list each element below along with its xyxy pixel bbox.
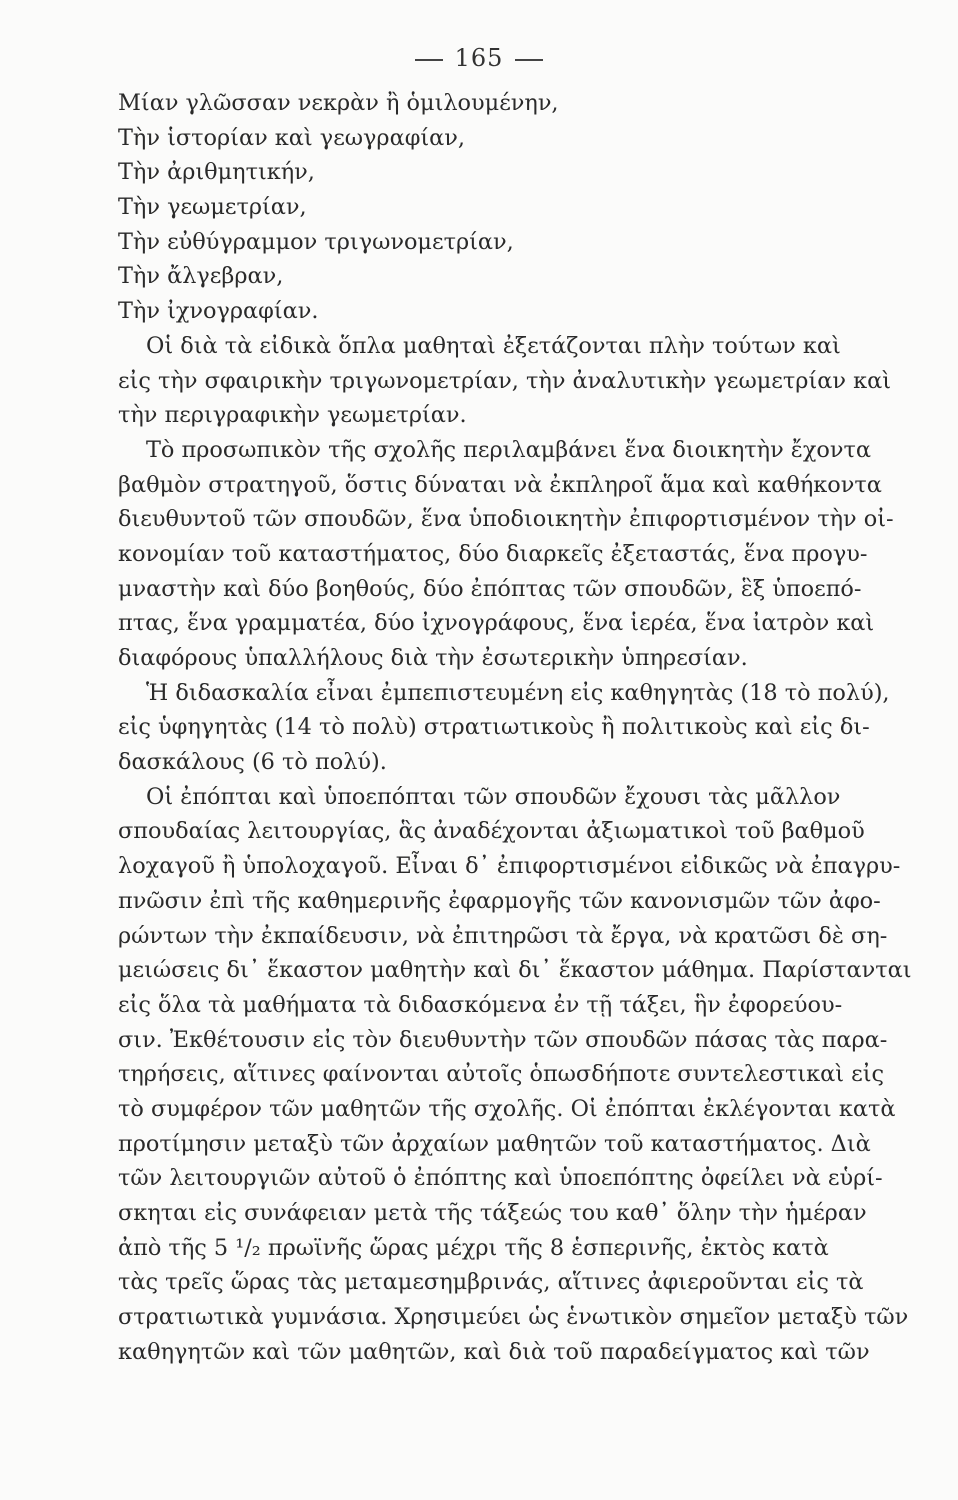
text-line: τῶν λειτουργιῶν αὐτοῦ ὁ ἐπόπτης καὶ ὑποεπόπτης ὀφείλει νὰ εὑρί- <box>118 1165 883 1192</box>
text-line: στρατιωτικὰ γυμνάσια. Χρησιμεύει ὡς ἑνωτικὸν σημεῖον μεταξὺ τῶν <box>118 1304 909 1331</box>
text-line: Τὴν γεωμετρίαν, <box>118 194 307 221</box>
text-line: καθηγητῶν καὶ τῶν μαθητῶν, καὶ διὰ τοῦ παραδείγματος καὶ τῶν <box>118 1338 870 1365</box>
text-line: σιν. Ἐκθέτουσιν εἰς τὸν διευθυντὴν τῶν σπουδῶν πάσας τὰς παρα- <box>118 1026 888 1053</box>
text-line: Τὴν εὐθύγραμμον τριγωνομετρίαν, <box>118 228 514 255</box>
text-line: μειώσεις δι᾽ ἕκαστον μαθητὴν καὶ δι᾽ ἕκαστον μάθημα. Παρίστανται <box>118 957 912 984</box>
text-line: ἀπὸ τῆς 5 ¹/₂ πρωϊνῆς ὥρας μέχρι τῆς 8 ἑσπερινῆς, ἐκτὸς κατὰ <box>118 1234 829 1261</box>
text-line: Τὴν ἀριθμητικήν, <box>118 159 315 186</box>
text-line: εἰς ὅλα τὰ μαθήματα τὰ διδασκόμενα ἐν τῇ τάξει, ἣν ἐφορεύου- <box>118 991 843 1018</box>
text-line: τὰς τρεῖς ὥρας τὰς μεταμεσημβρινάς, αἵτινες ἀφιεροῦνται εἰς τὰ <box>118 1269 864 1296</box>
page-number-value: 165 <box>454 44 504 72</box>
text-line: Τὴν ἰχνογραφίαν. <box>118 298 319 325</box>
text-line: δασκάλους (6 τὸ πολύ). <box>118 749 387 776</box>
text-line: τηρήσεις, αἵτινες φαίνονται αὐτοῖς ὁπωσδήποτε συντελεστικαὶ εἰς <box>118 1061 885 1088</box>
text-line: πνῶσιν ἐπὶ τῆς καθημερινῆς ἐφαρμογῆς τῶν κανονισμῶν τῶν ἀφο- <box>118 887 881 914</box>
text-line: τὴν περιγραφικὴν γεωμετρίαν. <box>118 402 467 429</box>
page-number <box>0 44 958 72</box>
body-text <box>118 86 912 1369</box>
text-line: προτίμησιν μεταξὺ τῶν ἀρχαίων μαθητῶν τοῦ καταστήματος. Διὰ <box>118 1130 871 1157</box>
text-line: Τὴν ἱστορίαν καὶ γεωγραφίαν, <box>118 124 466 151</box>
text-line: τὸ συμφέρον τῶν μαθητῶν τῆς σχολῆς. Οἱ ἐπόπται ἐκλέγονται κατὰ <box>118 1095 896 1122</box>
text-line: Οἱ διὰ τὰ εἰδικὰ ὅπλα μαθηταὶ ἐξετάζονται πλὴν τούτων καὶ <box>146 332 841 359</box>
text-line: Οἱ ἐπόπται καὶ ὑποεπόπται τῶν σπουδῶν ἔχουσι τὰς μᾶλλον <box>146 783 841 810</box>
text-line: βαθμὸν στρατηγοῦ, ὅστις δύναται νὰ ἐκπληροῖ ἅμα καὶ καθήκοντα <box>118 471 882 498</box>
text-line: Ἡ διδασκαλία εἶναι ἐμπεπιστευμένη εἰς καθηγητὰς (18 τὸ πολύ), <box>146 679 890 706</box>
text-line: μναστὴν καὶ δύο βοηθούς, δύο ἐπόπτας τῶν σπουδῶν, ἓξ ὑποεπό- <box>118 575 862 602</box>
text-line: Τὸ προσωπικὸν τῆς σχολῆς περιλαμβάνει ἕνα διοικητὴν ἔχοντα <box>146 436 871 463</box>
text-line: Τὴν ἄλγεβραν, <box>118 263 284 290</box>
text-line: Μίαν γλῶσσαν νεκρὰν ἢ ὁμιλουμένην, <box>118 90 559 116</box>
text-line: σκηται εἰς συνάφειαν μετὰ τῆς τάξεώς του καθ᾽ ὅλην τὴν ἡμέραν <box>118 1200 867 1226</box>
text-line: σπουδαίας λειτουργίας, ἃς ἀναδέχονται ἀξιωματικοὶ τοῦ βαθμοῦ <box>118 818 865 845</box>
text-line: κονομίαν τοῦ καταστήματος, δύο διαρκεῖς ἐξεταστάς, ἕνα προγυ- <box>118 540 868 567</box>
text-line: διαφόρους ὑπαλλήλους διὰ τὴν ἐσωτερικὴν ὑπηρεσίαν. <box>118 645 748 671</box>
text-line: εἰς τὴν σφαιρικὴν τριγωνομετρίαν, τὴν ἀναλυτικὴν γεωμετρίαν καὶ <box>118 367 891 394</box>
text-line: λοχαγοῦ ἢ ὑπολοχαγοῦ. Εἶναι δ᾽ ἐπιφορτισμένοι εἰδικῶς νὰ ἐπαγρυ- <box>118 853 901 880</box>
text-line: διευθυντοῦ τῶν σπουδῶν, ἕνα ὑποδιοικητὴν ἐπιφορτισμένον τὴν οἰ- <box>118 506 894 533</box>
page-number-left-dash <box>415 59 443 61</box>
text-line: εἰς ὑφηγητὰς (14 τὸ πολὺ) στρατιωτικοὺς ἢ πολιτικοὺς καὶ εἰς δι- <box>118 714 870 741</box>
text-line: ρώντων τὴν ἐκπαίδευσιν, νὰ ἐπιτηρῶσι τὰ ἔργα, νὰ κρατῶσι δὲ ση- <box>118 922 888 949</box>
text-line: πτας, ἕνα γραμματέα, δύο ἰχνογράφους, ἕνα ἱερέα, ἕνα ἰατρὸν καὶ <box>118 610 875 637</box>
page-number-right-dash <box>515 59 543 61</box>
